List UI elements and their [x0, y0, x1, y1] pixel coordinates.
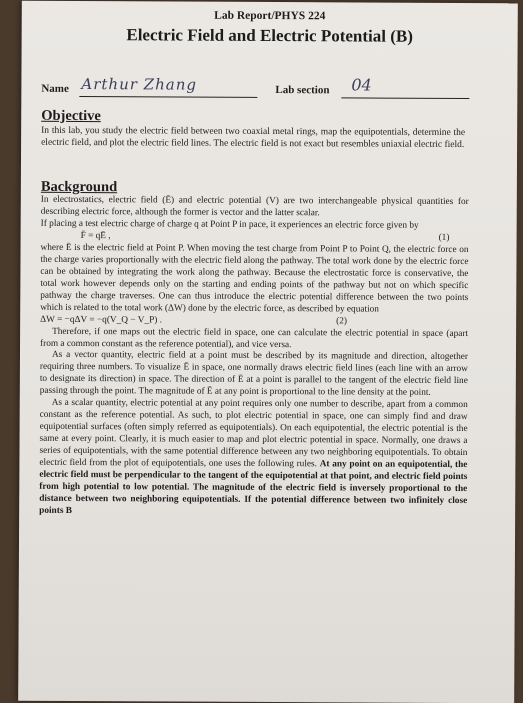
background-heading: Background	[40, 178, 118, 196]
background-paragraph-3: where Ē is the electric field at Point P. When moving the test charge from Point P to Point Q, the electric force on the charge varies proportionally with the electric field along the pathway. The total work done by the electric force can be obtained by integrating the work along the pathway. Because the electrostatic force is conservative, the total work however depends only on the starting and ending points of the pathway but not on which specific pathway the charge traverses. One can thus introduce the electric potential difference between the two points which is related to the total work (ΔW) done by the electric force, as described by equation	[40, 242, 469, 315]
equation-1-number: (1)	[438, 232, 450, 243]
equation-2: ΔW = −qΔV = −q(V_Q − V_P) .	[40, 314, 163, 326]
equation-1-row	[41, 231, 469, 245]
name-handwritten-value: Arthur Zhang	[81, 75, 198, 94]
objective-heading: Objective	[41, 107, 101, 125]
course-label: Lab Report/PHYS 224	[214, 9, 326, 23]
name-underline	[79, 96, 257, 98]
background-body	[39, 195, 469, 520]
background-paragraph-6-text: As a scalar quantity, electric potential at any point requires only one number to describe, apart from a common constant as the reference potential. As such, to plot electric potential in space, one can simply find and draw equipotential surfaces (often simply referred as equipotentials). On each equipotential, the electric potential is the same at every point. Clearly, it is much easier to map and plot electric potential in space. Normally, one draws a series of equipotentials, with the same potential difference between any two neighboring equipotentials. To obtain electric field from the plot of equipotentials, one uses the following rules.	[39, 398, 468, 470]
background-paragraph-4: Therefore, if one maps out the electric field in space, one can calculate the electric potential in space (apart from a common constant as the reference potential), and vice versa.	[40, 326, 469, 350]
name-label: Name	[41, 82, 69, 95]
background-paragraph-1: In electrostatics, electric field (Ē) and electric potential (V) are two interchangeable physical quantities for describing electric force, although the former is vector and the latter scalar.	[40, 194, 469, 219]
page-title: Electric Field and Electric Potential (B)	[126, 25, 413, 46]
lab-section-underline	[341, 97, 469, 99]
objective-text: In this lab, you study the electric field between two coaxial metal rings, map the equipotentials, determine the electric field, and plot the electric field lines. The electric field is not exact but resembles uniaxial electric field.	[41, 125, 466, 151]
background-paragraph-2: If placing a test electric charge of charge q at Point P in pace, it experiences an electric force given by	[40, 218, 419, 231]
lab-report-page	[18, 1, 518, 703]
equation-1: F̄ = qĒ ,	[80, 230, 111, 242]
equation-2-number: (2)	[336, 315, 348, 326]
name-section-row	[41, 77, 491, 101]
background-rules-bold: At any point on an equipotential, the electric field must be perpendicular to the tangent of the equipotential at that point, and electric field points from high potential to low potential. The magnitude of the electric field is inversely proportional to the distance between two neighboring equipotentials. If the potential difference between two infinitely close points B	[39, 459, 468, 516]
equation-2-row	[40, 314, 468, 328]
background-paragraph-5: As a vector quantity, electric field at a point must be described by its magnitude and direction, altogether requiring three numbers. To visualize Ē in space, one normally draws electric field lines (each line with an arrow to designate its direction) in space. The direction of Ē at a point is parallel to the tangent of the electric field line passing through the point. The magnitude of Ē at any point is proportional to the line density at the point.	[39, 350, 468, 399]
background-paragraph-6	[39, 398, 468, 520]
lab-section-handwritten-value: 04	[351, 75, 372, 95]
lab-section-label: Lab section	[275, 84, 330, 97]
